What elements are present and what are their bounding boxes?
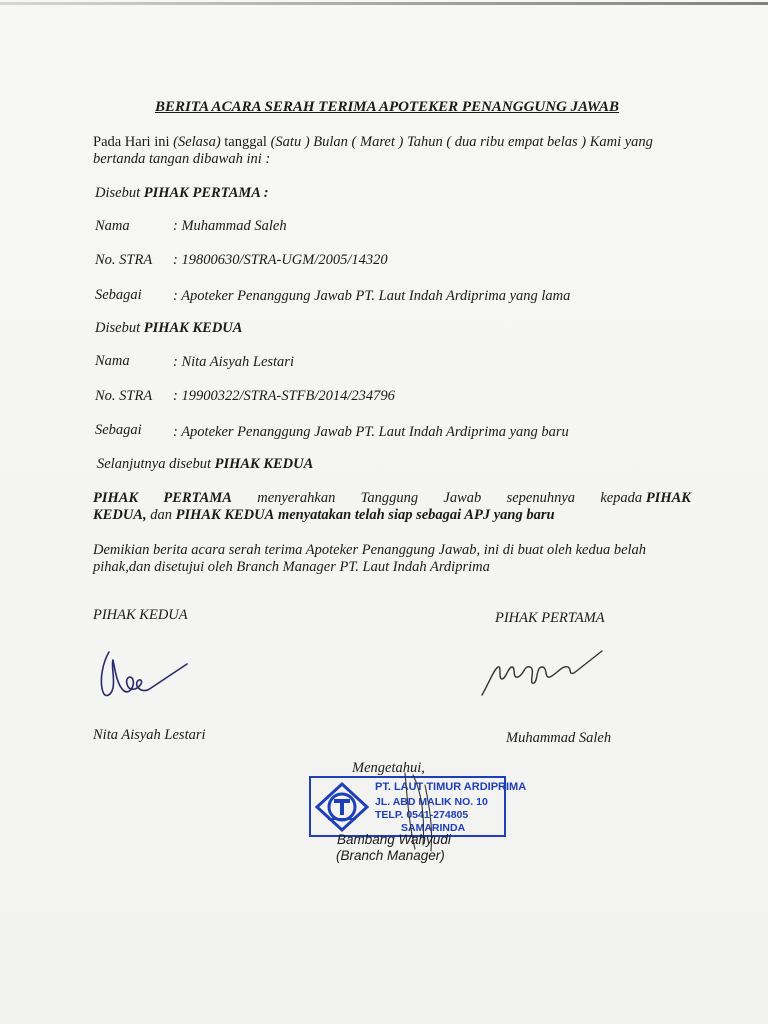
company-logo-icon <box>314 781 370 833</box>
penyerahan-w3: menyerahkan <box>257 490 336 506</box>
intro-text-c: tanggal <box>224 134 267 150</box>
penyerahan-l2b: dan <box>150 507 172 523</box>
intro-line-2: bertanda tangan dibawah ini : <box>93 151 271 167</box>
penyerahan-w1: PIHAK <box>93 490 139 506</box>
penyerahan-w6: sepenuhnya <box>506 490 576 506</box>
stamp-line-2: JL. ABD MALIK NO. 10 <box>375 796 488 808</box>
pp-stra-value: : 19800630/STRA-UGM/2005/14320 <box>173 252 388 268</box>
demikian-line-1: Demikian berita acara serah terima Apoteker Penanggung Jawab, ini di buat oleh kedua belah <box>93 542 647 558</box>
pk-nama-value: : Nita Aisyah Lestari <box>173 354 294 370</box>
stamp-line-3: TELP. 0541-274805 <box>375 809 469 821</box>
pk-sebagai-label: Sebagai <box>95 422 142 438</box>
pp-sebagai-value: : Apoteker Penanggung Jawab PT. Laut Indah Ardiprima yang lama <box>173 288 571 304</box>
heading-prefix: Disebut <box>95 185 141 201</box>
penyerahan-w2: PERTAMA <box>163 490 232 506</box>
pp-sebagai-label: Sebagai <box>95 287 142 303</box>
pk-nama-label: Nama <box>95 353 130 369</box>
selanjutnya-bold: PIHAK KEDUA <box>214 456 314 472</box>
penyerahan-w7a: kepada <box>600 490 643 506</box>
mengetahui-label: Mengetahui, <box>352 760 425 776</box>
manager-name: Bambang Wahyudi <box>337 832 451 847</box>
left-signatory-name: Nita Aisyah Lestari <box>93 727 206 743</box>
left-signatory-role: PIHAK KEDUA <box>93 607 188 623</box>
pihak-pertama-heading <box>95 185 269 202</box>
penyerahan-w4: Tanggung <box>360 490 419 506</box>
manager-title: (Branch Manager) <box>336 848 445 863</box>
pihak-kedua-heading <box>95 320 242 337</box>
pk-stra-value: : 19900322/STRA-STFB/2014/234796 <box>173 388 395 404</box>
pp-nama-label: Nama <box>95 218 130 234</box>
demikian-line-2: pihak,dan disetujui oleh Branch Manager PT. Laut Indah Ardiprima <box>93 559 490 575</box>
intro-day: (Selasa) <box>173 134 221 150</box>
pk-stra-label: No. STRA <box>95 388 153 404</box>
penyerahan-line-2 <box>93 507 555 524</box>
heading-bold: PIHAK PERTAMA : <box>143 185 269 201</box>
heading-prefix: Disebut <box>95 320 141 336</box>
penyerahan-l2c: PIHAK KEDUA <box>175 507 275 523</box>
penyerahan-w5: Jawab <box>443 490 482 506</box>
penyerahan-l2a: KEDUA, <box>93 507 147 523</box>
stamp-line-1: PT. LAUT TIMUR ARDIPRIMA <box>375 781 527 793</box>
penyerahan-w7b: PIHAK <box>645 490 691 506</box>
penyerahan-l2d: menyatakan telah siap sebagai APJ yang baru <box>277 507 555 523</box>
penyerahan-line-1 <box>93 490 691 507</box>
scan-edge-line <box>0 2 768 5</box>
heading-bold: PIHAK KEDUA <box>143 320 243 336</box>
document-title: BERITA ACARA SERAH TERIMA APOTEKER PENANGGUNG JAWAB <box>155 99 620 115</box>
penyerahan-w7 <box>600 490 691 507</box>
intro-date: (Satu ) Bulan ( Maret ) Tahun ( dua ribu empat belas ) Kami yang <box>270 134 653 150</box>
pp-stra-label: No. STRA <box>95 252 153 268</box>
right-signatory-role: PIHAK PERTAMA <box>495 610 605 626</box>
selanjutnya-line <box>97 456 313 473</box>
intro-line-1 <box>93 134 653 151</box>
right-signatory-name: Muhammad Saleh <box>506 730 612 746</box>
selanjutnya-prefix: Selanjutnya disebut <box>97 456 211 472</box>
pp-nama-value: : Muhammad Saleh <box>173 218 287 234</box>
stamp-line-4: SAMARINDA <box>401 822 466 834</box>
pk-sebagai-value: : Apoteker Penanggung Jawab PT. Laut Indah Ardiprima yang baru <box>173 424 569 440</box>
intro-text-a: Pada Hari ini <box>93 134 170 150</box>
